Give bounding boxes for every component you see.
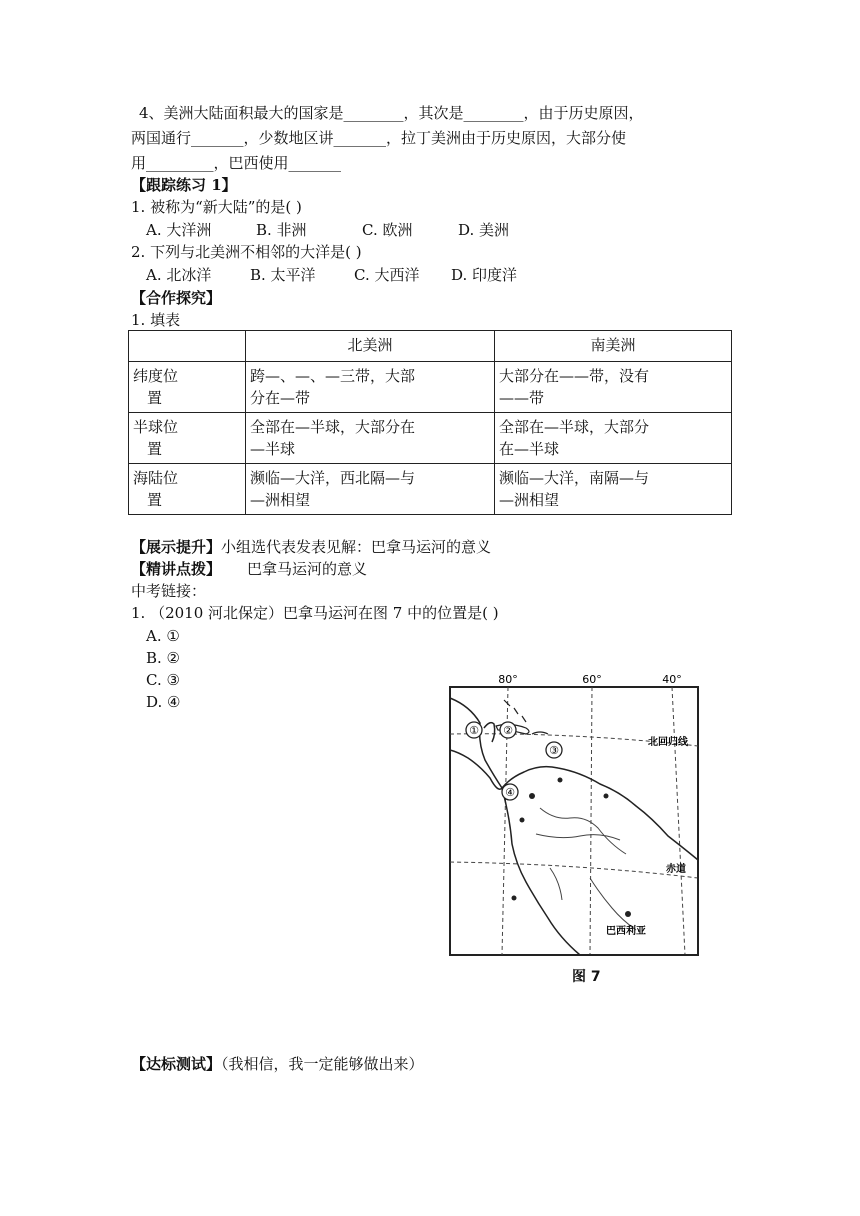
map-figure <box>440 668 710 988</box>
show-text: 小组选代表发表见解：巴拿马运河的意义 <box>221 538 492 556</box>
table-header-row <box>129 331 732 362</box>
border-line <box>590 878 636 930</box>
south-america-cell: 全部在—半球，大部分 在—半球 <box>495 413 732 464</box>
q4-line-2: 两国通行_______，少数地区讲_______，拉丁美洲由于历史原因，大部分使 <box>131 129 627 147</box>
hispaniola-island <box>532 732 548 734</box>
show-line <box>131 536 491 558</box>
city-dot-brasilia <box>625 911 631 917</box>
city-dot <box>558 778 563 783</box>
table-header-north-america: 北美洲 <box>246 331 495 362</box>
map-svg <box>440 668 710 988</box>
test-line <box>131 1053 424 1075</box>
row-label: 纬度位 置 <box>129 362 246 413</box>
south-america-cell: 大部分在——带，没有 ——带 <box>495 362 732 413</box>
option-c: C. 大西洋 <box>354 266 420 284</box>
marker-2-label: ② <box>503 724 513 737</box>
equator-label: 赤道 <box>666 864 686 875</box>
exam-heading: 中考链接： <box>131 582 207 600</box>
practice-q2-options <box>146 264 517 286</box>
equator-line <box>450 862 698 878</box>
table-row <box>129 413 732 464</box>
explore-heading: 【合作探究】 <box>131 289 222 307</box>
practice-heading: 【跟踪练习 1】 <box>131 176 237 194</box>
option-d: D. 印度洋 <box>451 266 518 284</box>
practice-q1-options <box>146 219 509 241</box>
exam-q1: 1. （2010 河北保定）巴拿马运河在图 7 中的位置是( ) <box>131 604 499 622</box>
row-label: 半球位 置 <box>129 413 246 464</box>
option-a: A. 北冰洋 <box>146 266 212 284</box>
meridian-40 <box>672 687 685 955</box>
florida-coast <box>484 723 495 742</box>
map-frame <box>450 687 698 955</box>
exam-option-b: B. ② <box>146 649 181 667</box>
option-c: C. 欧洲 <box>362 221 413 239</box>
marker-1-label: ① <box>469 724 479 737</box>
map-caption: 图 7 <box>572 969 601 985</box>
north-america-cell: 跨—、—、—三带，大部 分在—带 <box>246 362 495 413</box>
practice-q2: 2. 下列与北美洲不相邻的大洋是( ) <box>131 243 362 261</box>
border-line <box>550 868 562 900</box>
test-text: （我相信，我一定能够做出来） <box>221 1055 424 1073</box>
option-b: B. 非洲 <box>256 221 307 239</box>
north-america-cell: 全部在—半球，大部分在 —半球 <box>246 413 495 464</box>
lecture-heading: 【精讲点拨】 <box>131 560 222 578</box>
city-label-brasilia: 巴西利亚 <box>606 926 646 937</box>
explore-task: 1. 填表 <box>131 311 181 329</box>
lon-label-40: 40° <box>662 673 682 686</box>
city-dot <box>520 818 525 823</box>
table-header-empty <box>129 331 246 362</box>
exam-option-a: A. ① <box>146 627 180 645</box>
marker-3-label: ③ <box>549 744 559 757</box>
north-america-coast <box>450 698 502 789</box>
north-america-cell: 濒临—大洋，西北隔—与 —洲相望 <box>246 464 495 515</box>
q4-line-3: 用_________，巴西使用_______ <box>131 154 342 172</box>
marker-4-label: ④ <box>505 786 515 799</box>
exam-option-c: C. ③ <box>146 671 180 689</box>
lecture-line <box>131 558 367 580</box>
table-row <box>129 464 732 515</box>
city-dot <box>604 794 609 799</box>
option-d: D. 美洲 <box>458 221 510 239</box>
option-b: B. 太平洋 <box>250 266 316 284</box>
show-heading: 【展示提升】 <box>131 538 222 556</box>
south-america-cell: 濒临—大洋，南隔—与 —洲相望 <box>495 464 732 515</box>
fill-table <box>128 330 732 515</box>
meridian-60 <box>590 687 592 955</box>
border-line <box>540 808 626 854</box>
table-row <box>129 362 732 413</box>
lecture-text: 巴拿马运河的意义 <box>247 560 368 578</box>
test-heading: 【达标测试】 <box>131 1055 222 1073</box>
q4-line-1: 4、美洲大陆面积最大的国家是________，其次是________，由于历史原因， <box>139 104 644 122</box>
city-dot <box>512 896 517 901</box>
row-label: 海陆位 置 <box>129 464 246 515</box>
tropic-label: 北回归线 <box>648 737 688 748</box>
lon-label-80: 80° <box>498 673 518 686</box>
exam-option-d: D. ④ <box>146 693 181 711</box>
option-a: A. 大洋洲 <box>146 221 212 239</box>
lon-label-60: 60° <box>582 673 602 686</box>
practice-q1: 1. 被称为“新大陆”的是( ) <box>131 198 302 216</box>
table-header-south-america: 南美洲 <box>495 331 732 362</box>
city-dot <box>529 793 535 799</box>
